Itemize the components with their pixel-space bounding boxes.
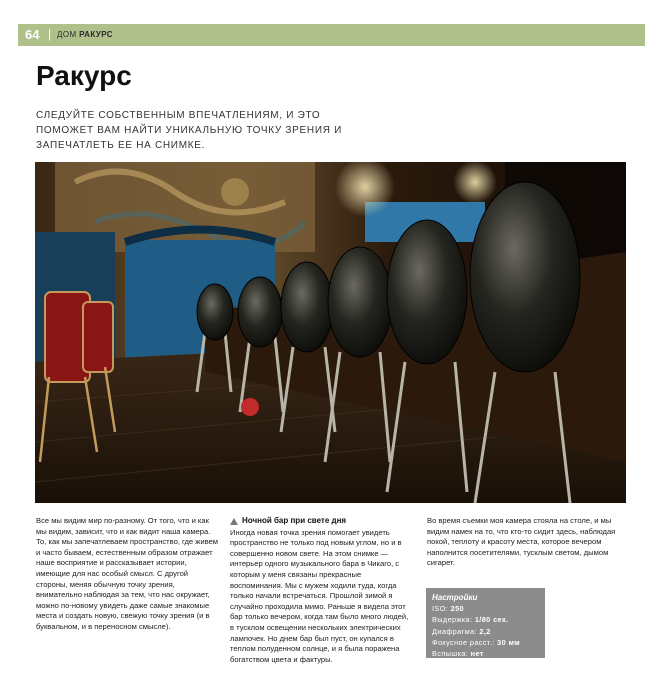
setting-label: Выдержка: [432, 615, 473, 625]
story-column [230, 516, 413, 665]
setting-label: Фокусное расст.: [432, 637, 495, 647]
header-breadcrumb [57, 30, 113, 39]
lead-paragraph: СЛЕДУЙТЕ СОБСТВЕННЫМ ВПЕЧАТЛЕНИЯМ, И ЭТО ПОМОЖЕТ ВАМ НАЙТИ УНИКАЛЬНУЮ ТОЧКУ ЗРЕНИЯ И ЗАПЕЧАТЛЕТЬ ЕЕ НА СНИМКЕ. [36, 110, 342, 151]
bar-photo [35, 162, 626, 503]
triangle-icon [230, 518, 238, 525]
shooting-column [427, 516, 622, 569]
header-section: ДОМ [57, 30, 77, 39]
page-title: Ракурс [36, 60, 132, 91]
setting-value: 2,2 [479, 626, 491, 636]
setting-row [432, 626, 539, 637]
setting-label: ISO: [432, 604, 449, 614]
story-text: Иногда новая точка зрения помогает увидеть пространство не только под новым углом, но и в совершенно новом свете. На этом снимке — интерьер одного музыкального бара в Чикаго, с которым у меня связаны прекрасные воспоминания. Мы с мужем ходили туда, когда только начали встречаться. Прошлой зимой я случайно проходила мимо. Раньше я видела этот бар только вечером, когда там было много людей, в тусклом освещении нескольких электрических лампочек. Но днем бар был пуст, он купался в теплом полуденном солнце, и я была поражена богатством цвета и фактуры. [230, 527, 409, 664]
page-number: 64 [25, 27, 40, 42]
setting-row [432, 637, 539, 648]
header-chapter: РАКУРС [79, 30, 113, 39]
story-heading-text: Ночной бар при свете дня [242, 516, 347, 525]
intro-column [36, 516, 219, 633]
shooting-text: Во время съемки моя камера стояла на столе, и мы видим намек на то, что кто-то сидит здесь, наблюдая покой, теплоту и красоту места, которое вечером наполнится посетителями, тусклым светом, дымом сигарет. [427, 516, 616, 568]
setting-value: 30 мм [497, 637, 521, 647]
setting-value: 250 [450, 604, 465, 614]
setting-row [432, 648, 539, 659]
intro-text: Все мы видим мир по-разному. От того, что и как мы видим, зависит, что и как видит наша камера. То, как мы запечатлеваем пространство, где живем и часто бываем, естественным образом отражает наше восприятие и рассказывает истории, имеющие для нас особый смысл. С другой стороны, меняя обычную точку зрения, внимательно наблюдая за тем, что нас окружает, можно по-новому увидеть даже самые знакомые места и создать новую, свежую точку зрения (и в буквальном, и в переносном смысле). [36, 516, 218, 631]
bar-photo-illustration [35, 162, 626, 503]
setting-row [432, 614, 539, 625]
story-heading [230, 516, 413, 527]
setting-label: Вспышка: [432, 649, 469, 659]
setting-label: Диафрагма: [432, 626, 477, 636]
setting-row [432, 603, 539, 614]
header-band [18, 24, 645, 46]
settings-title: Настройки [432, 593, 478, 602]
header-separator: | [48, 27, 52, 41]
setting-value: нет [470, 649, 484, 659]
setting-value: 1/80 сек. [474, 615, 509, 625]
camera-settings-box [426, 588, 545, 658]
